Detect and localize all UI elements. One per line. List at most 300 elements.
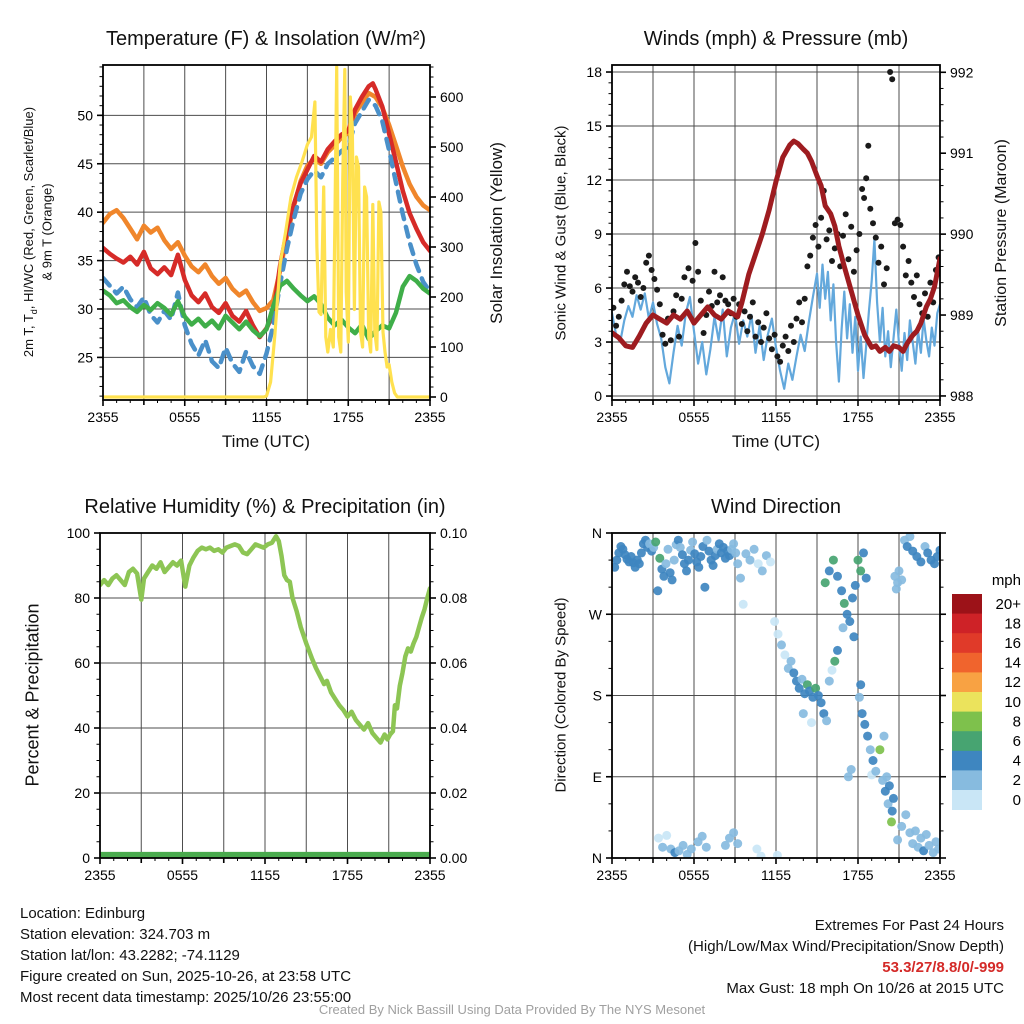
gust-black-dots <box>761 325 767 331</box>
svg-text:1755: 1755 <box>842 409 874 425</box>
humidity-precip-chart <box>67 525 468 883</box>
gust-black-dots <box>739 321 745 327</box>
svg-text:S: S <box>592 687 602 704</box>
gust-black-dots <box>897 222 903 228</box>
wind-direction-dot <box>687 845 696 854</box>
svg-text:9: 9 <box>594 226 602 243</box>
gust-black-dots <box>701 330 707 336</box>
gust-black-dots <box>673 292 679 298</box>
colorbar-swatch <box>952 653 982 673</box>
wind-direction-dot <box>817 698 826 707</box>
svg-text:2355: 2355 <box>924 867 956 883</box>
wind-direction-dot <box>822 716 831 725</box>
svg-text:2355: 2355 <box>596 409 628 425</box>
colorbar-swatch <box>952 633 982 653</box>
gust-black-dots <box>621 281 627 287</box>
gust-black-dots <box>863 175 869 181</box>
svg-text:15: 15 <box>586 118 602 135</box>
colorbar-swatch <box>952 790 982 810</box>
extremes-title: Extremes For Past 24 Hours <box>814 917 1004 934</box>
wind-direction-dot <box>729 539 738 548</box>
wind-direction-dot <box>849 632 858 641</box>
footer-elevation: Station elevation: 324.703 m <box>20 926 211 943</box>
gust-black-dots <box>794 316 800 322</box>
gust-black-dots <box>725 301 731 307</box>
wind-direction-dot <box>733 839 742 848</box>
svg-text:25: 25 <box>77 349 93 366</box>
wind-direction-dot <box>856 566 865 575</box>
svg-text:60: 60 <box>74 655 90 671</box>
svg-text:8: 8 <box>1012 713 1021 731</box>
gust-black-dots <box>630 289 636 295</box>
gust-black-dots <box>851 269 857 275</box>
gust-black-dots <box>922 290 928 296</box>
svg-text:45: 45 <box>77 155 93 172</box>
wind-direction-dot <box>840 599 849 608</box>
svg-text:400: 400 <box>440 189 464 205</box>
wind-direction-dot <box>757 852 766 861</box>
winds-pressure-chart <box>586 64 973 425</box>
colorbar-swatch <box>952 731 982 751</box>
wind-direction-dot <box>885 781 894 790</box>
wind-direction-dot <box>863 732 872 741</box>
gust-black-dots <box>876 260 882 266</box>
gust-black-dots <box>649 267 655 273</box>
wind-direction-dot <box>821 578 830 587</box>
gust-black-dots <box>747 314 753 320</box>
gust-black-dots <box>616 314 622 320</box>
gust-black-dots <box>906 258 912 264</box>
svg-text:989: 989 <box>950 307 974 324</box>
svg-text:mph: mph <box>991 572 1021 589</box>
gust-black-dots <box>889 76 895 82</box>
gust-black-dots <box>914 272 920 278</box>
svg-text:20: 20 <box>74 785 90 801</box>
gust-black-dots <box>861 195 867 201</box>
svg-text:2355: 2355 <box>596 867 628 883</box>
wind-direction-dot <box>807 718 816 727</box>
gust-black-dots <box>881 281 887 287</box>
svg-text:0.10: 0.10 <box>440 525 468 541</box>
gust-black-dots <box>856 231 862 237</box>
gust-black-dots <box>802 296 808 302</box>
svg-text:300: 300 <box>440 239 464 255</box>
gust-black-dots <box>843 211 849 217</box>
credit-line: Created By Nick Bassill Using Data Provided By The NYS Mesonet <box>318 1002 706 1017</box>
svg-text:40: 40 <box>77 204 93 221</box>
wind-direction-dot <box>858 709 867 718</box>
wind-direction-dot <box>916 557 925 566</box>
temp-chart-title: Temperature (F) & Insolation (W/m²) <box>105 28 427 50</box>
wind-direction-dot <box>901 810 910 819</box>
wind-gust-axis-label: Sonic Wind & Gust (Blue, Black) <box>552 125 570 341</box>
wind-direction-dot <box>694 563 703 572</box>
wind-direction-dot <box>766 557 775 566</box>
wind-direction-dot <box>875 745 884 754</box>
svg-text:500: 500 <box>440 139 464 155</box>
svg-text:1155: 1155 <box>249 867 281 883</box>
svg-text:2: 2 <box>1012 772 1021 790</box>
wind-direction-dot <box>739 600 748 609</box>
wind-direction-dot <box>787 657 796 666</box>
wind-direction-dot <box>679 841 688 850</box>
wind-direction-dot <box>856 680 865 689</box>
gust-black-dots <box>854 247 860 253</box>
wind-direction-dot <box>869 756 878 765</box>
gust-black-dots <box>695 269 701 275</box>
svg-text:40: 40 <box>74 720 90 736</box>
gust-black-dots <box>624 269 630 275</box>
wind-direction-dot <box>702 843 711 852</box>
gust-black-dots <box>676 334 682 340</box>
gust-black-dots <box>627 283 633 289</box>
wind-direction-dot <box>664 545 673 554</box>
wind-direction-dot <box>789 668 798 677</box>
svg-text:3: 3 <box>594 334 602 351</box>
gust-black-dots <box>690 278 696 284</box>
svg-text:1755: 1755 <box>332 409 364 425</box>
extremes-subtitle: (High/Low/Max Wind/Precipitation/Snow Depth) <box>688 938 1004 955</box>
gust-black-dots <box>870 220 876 226</box>
extremes-values: 53.3/27/8.8/0/-999 <box>882 959 1004 976</box>
wind-direction-dot <box>833 646 842 655</box>
svg-text:N: N <box>591 850 602 866</box>
gust-black-dots <box>619 298 625 304</box>
wind-direction-dot <box>750 545 759 554</box>
gust-black-dots <box>668 337 674 343</box>
svg-text:N: N <box>591 525 602 541</box>
colorbar-swatch <box>952 614 982 634</box>
wind-direction-dot <box>662 559 671 568</box>
wind-direction-dot <box>829 556 838 565</box>
gust-black-dots <box>867 206 873 212</box>
svg-text:20+: 20+ <box>995 595 1021 613</box>
gust-black-dots <box>908 280 914 286</box>
colorbar-swatch <box>952 751 982 771</box>
svg-text:0: 0 <box>1012 791 1021 809</box>
svg-text:1155: 1155 <box>251 409 282 425</box>
gust-black-dots <box>744 328 750 334</box>
svg-text:30: 30 <box>77 300 93 317</box>
gust-black-dots <box>815 244 821 250</box>
footer-created: Figure created on Sun, 2025-10-26, at 23:58 UTC <box>20 968 352 985</box>
wind-direction-dot <box>893 835 902 844</box>
gust-black-dots <box>755 319 761 325</box>
svg-text:0.04: 0.04 <box>440 720 468 736</box>
svg-text:990: 990 <box>950 226 974 243</box>
wind-direction-dot <box>897 822 906 831</box>
wind-direction-dot <box>658 843 667 852</box>
gust-black-dots <box>660 332 666 338</box>
footer-location: Location: Edinburg <box>20 905 146 922</box>
gust-black-dots <box>651 276 657 282</box>
wind-direction-dot <box>911 826 920 835</box>
wind-direction-dot <box>696 552 705 561</box>
wind-direction-dot <box>736 574 745 583</box>
winds-chart-title: Winds (mph) & Pressure (mb) <box>643 28 909 50</box>
svg-text:2355: 2355 <box>414 409 446 425</box>
pressure-axis-label: Station Pressure (Maroon) <box>993 139 1010 327</box>
svg-text:14: 14 <box>1004 654 1021 672</box>
gust-black-dots <box>720 274 726 280</box>
wind-direction-dot <box>889 794 898 803</box>
wind-direction-dot <box>777 640 786 649</box>
svg-text:1755: 1755 <box>842 867 874 883</box>
svg-text:35: 35 <box>77 252 93 269</box>
gust-black-dots <box>813 222 819 228</box>
wind-direction-dot <box>709 561 718 570</box>
gust-black-dots <box>646 253 652 259</box>
wind-direction-dot <box>758 566 767 575</box>
gust-black-dots <box>785 348 791 354</box>
svg-text:4: 4 <box>1012 752 1021 770</box>
wind-direction-dot <box>682 566 691 575</box>
wind-direction-dot <box>882 772 891 781</box>
wind-direction-dot <box>855 693 864 702</box>
gust-black-dots <box>769 346 775 352</box>
svg-text:200: 200 <box>440 289 464 305</box>
gust-black-dots <box>632 274 638 280</box>
humidity-chart-title: Relative Humidity (%) & Precipitation (in) <box>84 496 446 518</box>
wind-direction-dot <box>651 538 660 547</box>
wind-direction-dot <box>635 559 644 568</box>
gust-black-dots <box>706 289 712 295</box>
gust-black-dots <box>788 323 794 329</box>
gust-black-dots <box>799 319 805 325</box>
temp-time-axis-label: Time (UTC) <box>221 432 311 451</box>
wind-direction-dot <box>845 617 854 626</box>
temp-left-axis-label-line2: & 9m T (Orange) <box>39 183 55 281</box>
svg-text:0555: 0555 <box>678 867 710 883</box>
svg-text:600: 600 <box>440 89 464 105</box>
svg-text:2355: 2355 <box>924 409 956 425</box>
gust-black-dots <box>753 334 759 340</box>
wind-direction-dot <box>770 617 779 626</box>
gust-black-dots <box>714 299 720 305</box>
wind-direction-dot <box>830 657 839 666</box>
wind-direction-dot <box>654 834 663 843</box>
svg-text:991: 991 <box>950 145 974 162</box>
wind-direction-dot <box>897 575 906 584</box>
wind-direction-dot <box>922 830 931 839</box>
svg-text:0555: 0555 <box>166 867 199 883</box>
gust-black-dots <box>638 294 644 300</box>
wind-direction-dot <box>862 574 871 583</box>
svg-text:2355: 2355 <box>87 409 119 425</box>
svg-text:0.00: 0.00 <box>440 850 468 866</box>
gust-black-dots <box>657 301 663 307</box>
svg-text:2355: 2355 <box>414 867 446 883</box>
gust-black-dots <box>848 224 854 230</box>
gust-black-dots <box>917 301 923 307</box>
gust-black-dots <box>807 253 813 259</box>
wind-direction-dot <box>833 572 842 581</box>
wind-direction-dot <box>670 556 679 565</box>
svg-text:12: 12 <box>586 172 602 189</box>
svg-text:6: 6 <box>1012 733 1021 750</box>
wind-direction-dot <box>828 666 837 675</box>
gust-black-dots <box>662 341 668 347</box>
wind-direction-dot <box>847 765 856 774</box>
gust-black-dots <box>698 298 704 304</box>
svg-text:0.06: 0.06 <box>440 655 468 671</box>
wind-direction-dot <box>839 623 848 632</box>
svg-text:1755: 1755 <box>331 867 364 883</box>
svg-text:1155: 1155 <box>760 867 792 883</box>
wind-direction-dot <box>866 745 875 754</box>
gust-black-dots <box>810 235 816 241</box>
wind-direction-dot <box>700 583 709 592</box>
footer-timestamp: Most recent data timestamp: 2025/10/26 23:55:00 <box>20 989 352 1006</box>
wind-direction-dot <box>854 556 863 565</box>
wind-direction-dot <box>859 548 868 557</box>
gust-black-dots <box>731 296 737 302</box>
gust-black-dots <box>818 215 824 221</box>
wind-direction-dot <box>871 767 880 776</box>
gust-black-dots <box>780 343 786 349</box>
svg-text:16: 16 <box>1004 635 1021 652</box>
wind-direction-chart-series <box>610 532 944 861</box>
gust-black-dots <box>873 235 879 241</box>
svg-text:W: W <box>588 606 602 623</box>
wind-direction-dot <box>729 828 738 837</box>
colorbar-swatch <box>952 770 982 790</box>
speed-colorbar <box>952 572 1021 810</box>
wind-direction-chart-title: Wind Direction <box>710 496 842 518</box>
gust-black-dots <box>758 339 764 345</box>
gust-black-dots <box>766 335 772 341</box>
gust-black-dots <box>845 256 851 262</box>
svg-text:0: 0 <box>82 850 90 866</box>
gust-black-dots <box>686 265 692 271</box>
svg-text:992: 992 <box>950 64 974 81</box>
svg-text:0.08: 0.08 <box>440 590 468 606</box>
gust-black-dots <box>640 285 646 291</box>
wind-direction-chart <box>589 525 1021 883</box>
wind-direction-dot <box>703 536 712 545</box>
gust-black-dots <box>777 359 783 365</box>
colorbar-swatch <box>952 692 982 712</box>
svg-text:E: E <box>592 768 602 785</box>
svg-text:80: 80 <box>74 590 90 606</box>
wind-direction-dot <box>851 581 860 590</box>
svg-text:6: 6 <box>594 280 602 297</box>
gust-black-dots <box>859 186 865 192</box>
gust-black-dots <box>783 334 789 340</box>
svg-text:50: 50 <box>77 107 93 124</box>
wind-direction-dot <box>799 709 808 718</box>
gust-black-dots <box>829 258 835 264</box>
gust-black-dots <box>804 263 810 269</box>
wind-direction-dot <box>662 831 671 840</box>
wind-direction-dot <box>688 538 697 547</box>
gust-black-dots <box>911 294 917 300</box>
wind-direction-dot <box>733 559 742 568</box>
svg-text:100: 100 <box>66 525 90 541</box>
colorbar-swatch <box>952 672 982 692</box>
wind-direction-dot <box>848 594 857 603</box>
svg-text:100: 100 <box>440 339 464 355</box>
wind-direction-dot <box>668 575 677 584</box>
svg-text:0: 0 <box>440 389 448 405</box>
insolation-axis-label: Solar Insolation (Yellow) <box>487 142 506 324</box>
wind-direction-dot <box>880 732 889 741</box>
direction-axis-label: Direction (Colored By Speed) <box>552 597 570 793</box>
gust-black-dots <box>717 292 723 298</box>
temperature-insolation-chart <box>77 65 463 425</box>
wind-direction-dot <box>888 807 897 816</box>
svg-text:12: 12 <box>1004 674 1021 692</box>
gust-black-dots <box>796 299 802 305</box>
gust-black-dots <box>791 339 797 345</box>
svg-text:1155: 1155 <box>760 409 792 425</box>
wind-direction-dot <box>860 720 869 729</box>
gust-black-dots <box>679 296 685 302</box>
gust-black-dots <box>692 240 698 246</box>
gust-black-dots <box>878 244 884 250</box>
wind-direction-dot <box>825 566 834 575</box>
gust-black-dots <box>613 323 619 329</box>
colorbar-swatch <box>952 594 982 614</box>
svg-text:18: 18 <box>586 64 602 81</box>
percent-precip-axis-label: Percent & Precipitation <box>22 603 43 787</box>
wind-direction-dot <box>825 677 834 686</box>
gust-black-dots <box>887 69 893 75</box>
gust-black-dots <box>903 272 909 278</box>
svg-text:18: 18 <box>1004 615 1021 633</box>
svg-text:0: 0 <box>594 388 602 405</box>
gust-black-dots <box>900 244 906 250</box>
wind-direction-dot <box>746 556 755 565</box>
gust-black-dots <box>884 265 890 271</box>
winds-time-axis-label: Time (UTC) <box>731 432 821 451</box>
svg-text:0555: 0555 <box>169 409 201 425</box>
gust-black-dots <box>712 269 718 275</box>
svg-text:0.02: 0.02 <box>440 785 468 801</box>
gust-black-dots <box>643 260 649 266</box>
wind-direction-dot <box>698 832 707 841</box>
svg-text:10: 10 <box>1004 693 1021 711</box>
wind-direction-dot <box>895 566 904 575</box>
gust-black-dots <box>895 217 901 223</box>
gust-black-dots <box>840 233 846 239</box>
wind-direction-dot <box>731 548 740 557</box>
gust-black-dots <box>635 280 641 286</box>
colorbar-swatch <box>952 712 982 732</box>
wind-direction-dot <box>837 586 846 595</box>
temp-left-axis-label-line1: 2m T, $T_d$, HI/WC (Red, Green, Scarlet/Blue) <box>21 106 39 358</box>
gust-black-dots <box>824 236 830 242</box>
svg-text:2355: 2355 <box>84 867 116 883</box>
gust-black-dots <box>865 143 871 149</box>
footer-latlon: Station lat/lon: 43.2282; -74.1129 <box>20 947 240 964</box>
gust-black-dots <box>826 227 832 233</box>
winds-pressure-chart-series <box>610 69 943 389</box>
wind-direction-dot <box>653 586 662 595</box>
wind-direction-dot <box>934 845 943 854</box>
gust-black-dots <box>774 353 780 359</box>
svg-text:988: 988 <box>950 387 974 404</box>
wind-direction-dot <box>774 630 783 639</box>
gust-black-dots <box>681 274 687 280</box>
svg-text:0555: 0555 <box>678 409 710 425</box>
gust-black-dots <box>772 332 778 338</box>
gust-black-dots <box>750 299 756 305</box>
gust-black-dots <box>763 310 769 316</box>
wind-direction-dot <box>887 817 896 826</box>
max-gust-text: Max Gust: 18 mph On 10/26 at 2015 UTC <box>726 980 1004 997</box>
gust-black-dots <box>654 287 660 293</box>
